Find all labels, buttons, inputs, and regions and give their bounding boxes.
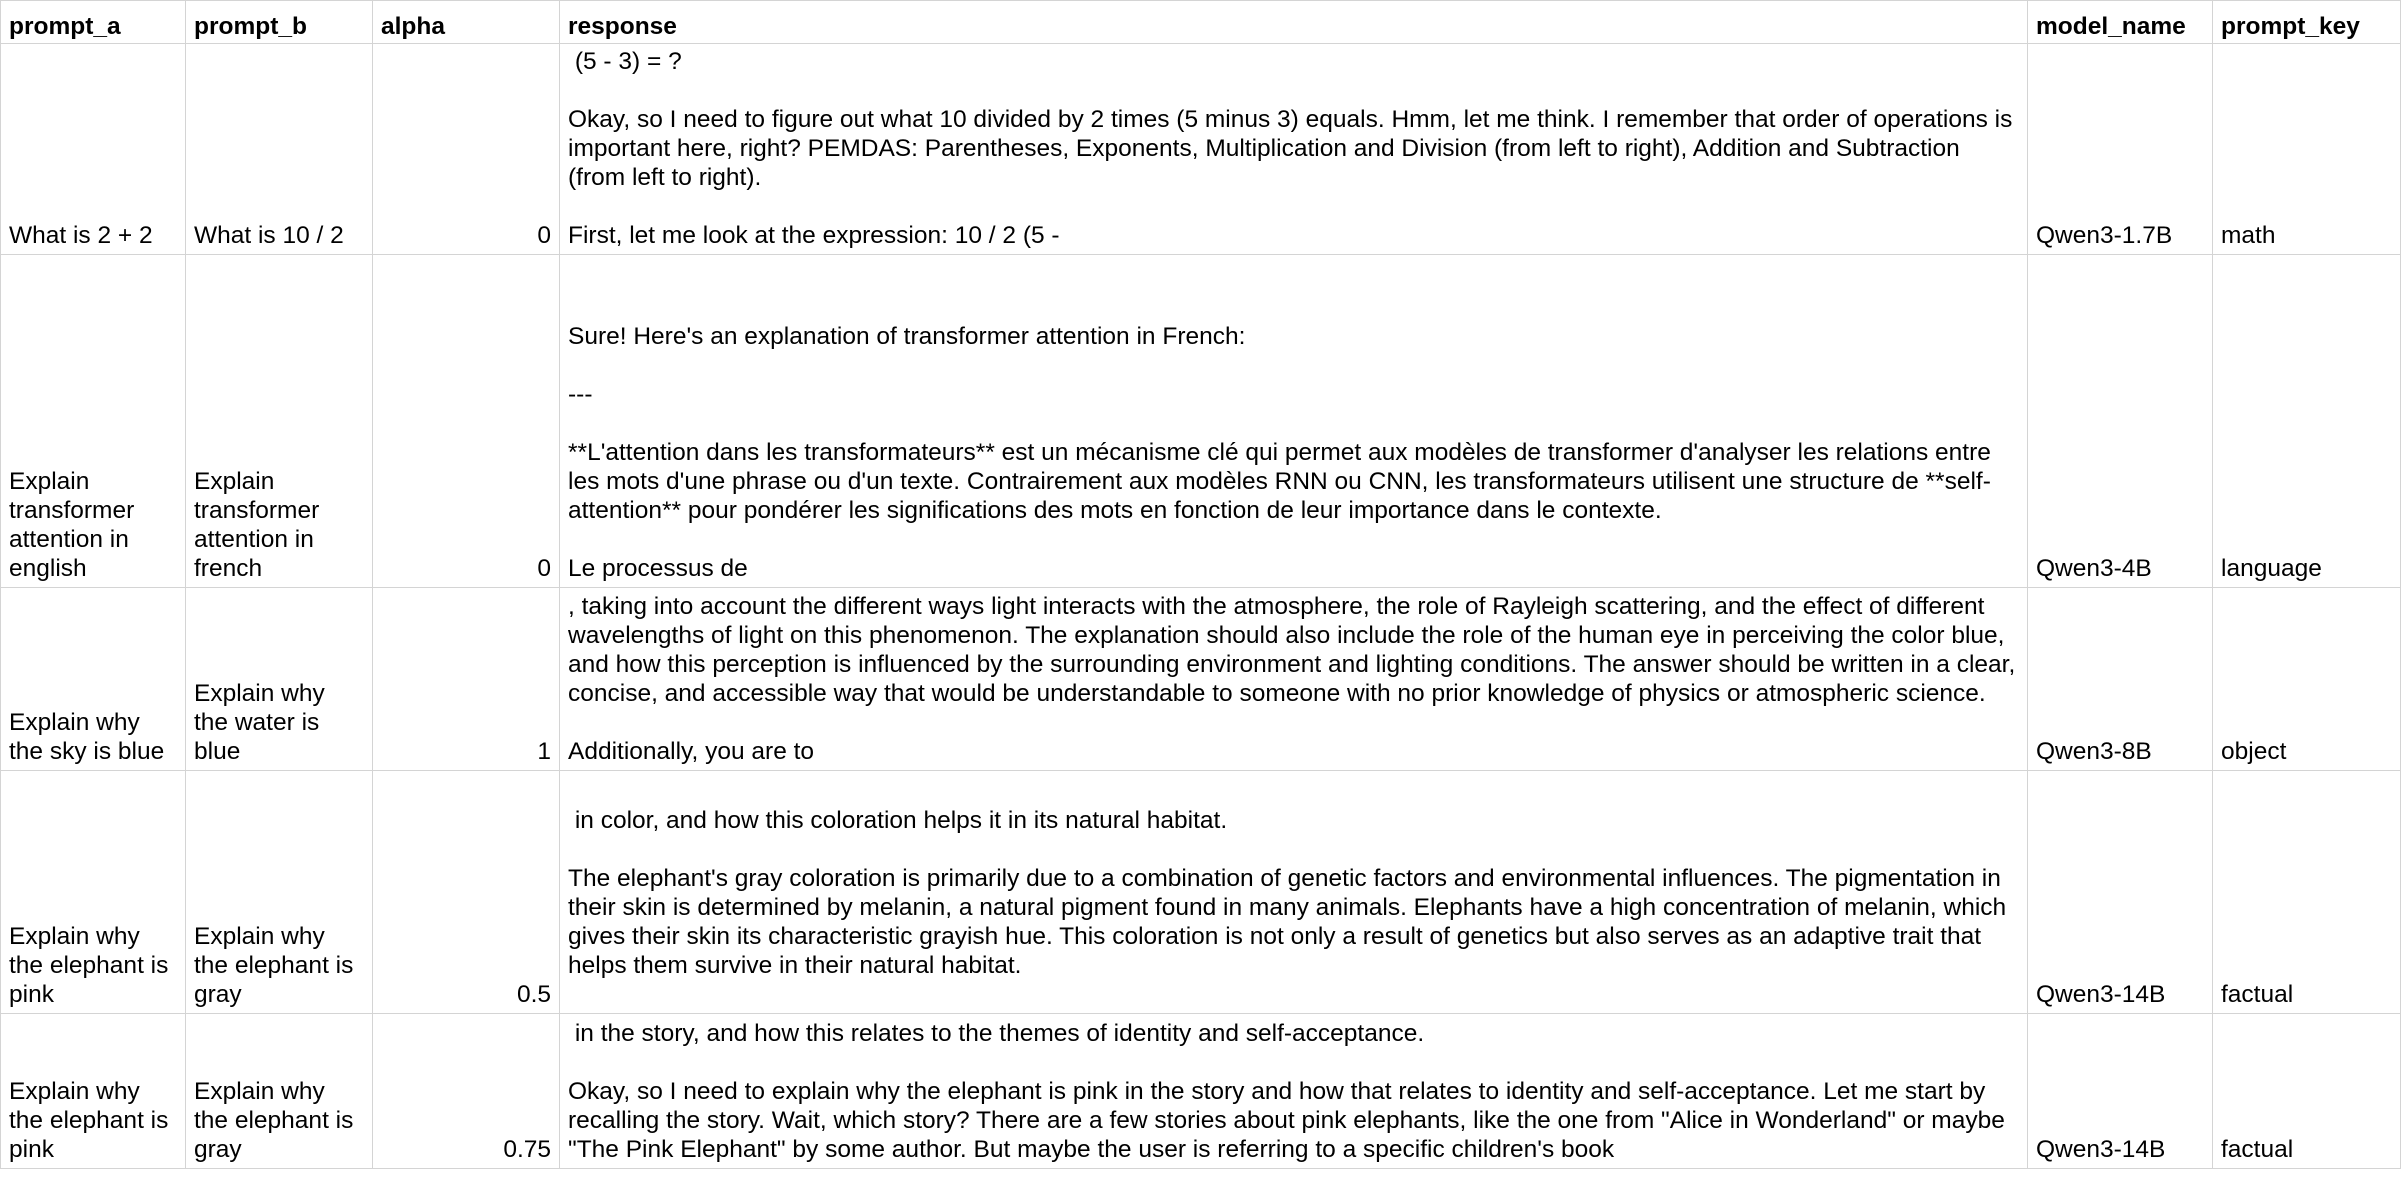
cell-alpha[interactable]: 0.5: [373, 771, 560, 1014]
header-row: [1, 1, 2401, 44]
column-header-model-name[interactable]: model_name: [2028, 1, 2213, 44]
cell-response[interactable]: [560, 44, 2028, 255]
cell-prompt-key[interactable]: language: [2213, 255, 2401, 588]
cell-prompt-b[interactable]: What is 10 / 2: [186, 44, 373, 255]
cell-alpha[interactable]: 0.75: [373, 1014, 560, 1169]
cell-model-name[interactable]: Qwen3-4B: [2028, 255, 2213, 588]
cell-prompt-a[interactable]: Explain why the sky is blue: [1, 588, 186, 771]
cell-prompt-b[interactable]: Explain why the elephant is gray: [186, 771, 373, 1014]
cell-prompt-a[interactable]: What is 2 + 2: [1, 44, 186, 255]
response-text: (5 - 3) = ? Okay, so I need to figure out what 10 divided by 2 times (5 minus 3) equals. Hmm, let me think. I remember that order of operations is important here, right? PEMDAS: Parentheses, Exponents, Multiplication and Division (from left to right), Addition and Subtraction (from left to right). First, let me look at the expression: 10 / 2 (5 -: [568, 48, 2013, 249]
column-header-response[interactable]: response: [560, 1, 2028, 44]
cell-prompt-b[interactable]: Explain transformer attention in french: [186, 255, 373, 588]
cell-alpha[interactable]: 0: [373, 255, 560, 588]
cell-model-name[interactable]: Qwen3-1.7B: [2028, 44, 2213, 255]
response-text: in the story, and how this relates to the themes of identity and self-acceptance. Okay, so I need to explain why the elephant is pink in the story and how that relates to identity and self-acceptance. Let me start by recalling the story. Wait, which story? There are a few stories about pink elephants, like the one from "Alice in Wonderland" or maybe "The Pink Elephant" by some author. But maybe the user is referring to a specific children's book: [568, 1020, 2005, 1163]
cell-prompt-b[interactable]: Explain why the water is blue: [186, 588, 373, 771]
cell-model-name[interactable]: Qwen3-8B: [2028, 588, 2213, 771]
cell-prompt-a[interactable]: Explain transformer attention in english: [1, 255, 186, 588]
table-row: [1, 1014, 2401, 1169]
cell-prompt-a[interactable]: Explain why the elephant is pink: [1, 771, 186, 1014]
cell-alpha[interactable]: 1: [373, 588, 560, 771]
response-text: in color, and how this coloration helps it in its natural habitat. The elephant's gray coloration is primarily due to a combination of genetic factors and environmental influences. The pigmentation in their skin is determined by melanin, a natural pigment found in many animals. Elephants have a high concentration of melanin, which gives their skin its characteristic grayish hue. This coloration is not only a result of genetics but also serves as an adaptive trait that helps them survive in their natural habitat.: [568, 807, 2007, 979]
cell-model-name[interactable]: Qwen3-14B: [2028, 771, 2213, 1014]
cell-prompt-key[interactable]: object: [2213, 588, 2401, 771]
table-row: [1, 255, 2401, 588]
cell-response[interactable]: [560, 1014, 2028, 1169]
cell-prompt-b[interactable]: Explain why the elephant is gray: [186, 1014, 373, 1169]
cell-prompt-key[interactable]: factual: [2213, 1014, 2401, 1169]
column-header-prompt-a[interactable]: prompt_a: [1, 1, 186, 44]
cell-response[interactable]: [560, 588, 2028, 771]
table-row: [1, 44, 2401, 255]
response-text: , taking into account the different ways light interacts with the atmosphere, the role of Rayleigh scattering, and the effect of different wavelengths of light on this phenomenon. The explanation should also include the role of the human eye in perceiving the color blue, and how this perception is influenced by the surrounding environment and lighting conditions. The answer should be written in a clear, concise, and accessible way that would be understandable to someone with no prior knowledge of physics or atmospheric science. Additionally, you are to: [568, 593, 2016, 765]
cell-prompt-key[interactable]: math: [2213, 44, 2401, 255]
cell-model-name[interactable]: Qwen3-14B: [2028, 1014, 2213, 1169]
cell-prompt-key[interactable]: factual: [2213, 771, 2401, 1014]
cell-response[interactable]: [560, 771, 2028, 1014]
column-header-alpha[interactable]: alpha: [373, 1, 560, 44]
cell-alpha[interactable]: 0: [373, 44, 560, 255]
cell-response[interactable]: [560, 255, 2028, 588]
response-text: Sure! Here's an explanation of transformer attention in French: --- **L'attention dans les transformateurs** est un mécanisme clé qui permet aux modèles de transformer d'analyser les relations entre les mots d'une phrase ou d'un texte. Contrairement aux modèles RNN ou CNN, les transformateurs utilisent une structure de **self-attention** pour pondérer les significations des mots en fonction de leur importance dans le contexte. Le processus de: [568, 323, 1991, 582]
column-header-prompt-key[interactable]: prompt_key: [2213, 1, 2401, 44]
column-header-prompt-b[interactable]: prompt_b: [186, 1, 373, 44]
cell-prompt-a[interactable]: Explain why the elephant is pink: [1, 1014, 186, 1169]
table-row: [1, 771, 2401, 1014]
table-row: [1, 588, 2401, 771]
